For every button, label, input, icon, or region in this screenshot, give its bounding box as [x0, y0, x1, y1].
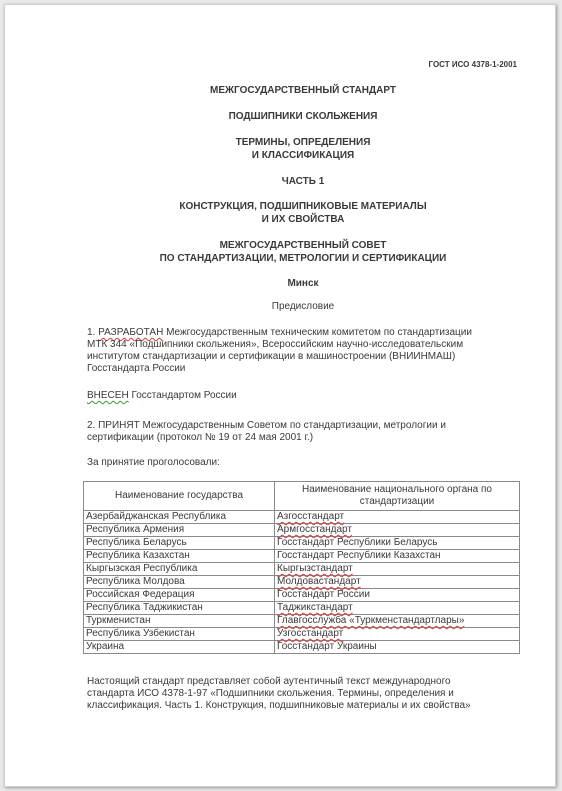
- body-cell: [275, 524, 520, 537]
- title-bearings: ПОДШИПНИКИ СКОЛЬЖЕНИЯ: [228, 111, 378, 122]
- preface-heading: Предисловие: [271, 301, 335, 312]
- title-council-line1: МЕЖГОСУДАРСТВЕННЫЙ СОВЕТ: [219, 240, 387, 251]
- closing-line1: Настоящий стандарт представляет собой аутентичный текст международного: [87, 676, 451, 687]
- body-cell: Госстандарт России: [275, 589, 520, 602]
- body-cell: Госстандарт Украины: [275, 641, 520, 654]
- body-cell: [275, 602, 520, 615]
- body-text: Кыргызстандарт: [277, 563, 353, 574]
- body-cell: [275, 511, 520, 524]
- table-row: [84, 589, 520, 602]
- preface-item-2-line2: сертификации (протокол № 19 от 24 мая 2001 г.): [87, 432, 314, 443]
- title-council-line2: ПО СТАНДАРТИЗАЦИИ, МЕТРОЛОГИИ И СЕРТИФИКАЦИИ: [159, 253, 447, 264]
- table-header-row: [84, 482, 520, 511]
- state-cell: Украина: [84, 641, 275, 654]
- preface-item-2-line1: 2. ПРИНЯТ Межгосударственным Советом по стандартизации, метрологии и: [87, 420, 446, 431]
- body-text: Таджикстандарт: [277, 602, 353, 613]
- table-row: [84, 576, 520, 589]
- state-cell: Туркменистан: [84, 615, 275, 628]
- table-row: [84, 615, 520, 628]
- closing-line3: классификация. Часть 1. Конструкция, подшипниковые материалы и их свойства»: [87, 700, 471, 711]
- title-terms-line1: ТЕРМИНЫ, ОПРЕДЕЛЕНИЯ: [235, 137, 371, 148]
- table-row: [84, 628, 520, 641]
- state-cell: Республика Беларусь: [84, 537, 275, 550]
- state-cell: Кыргызская Республика: [84, 563, 275, 576]
- table-row: [84, 602, 520, 615]
- body-text: Узгосстандарт: [277, 628, 344, 639]
- body-cell: [275, 615, 520, 628]
- state-cell: Республика Казахстан: [84, 550, 275, 563]
- body-text: Армгосстандарт: [277, 524, 352, 535]
- state-cell: Республика Молдова: [84, 576, 275, 589]
- table-row: [84, 550, 520, 563]
- preface-item-1: [87, 327, 527, 375]
- state-cell: Азербайджанская Республика: [84, 511, 275, 524]
- preface-introduced: [87, 390, 527, 402]
- table-row: [84, 537, 520, 550]
- document-code: ГОСТ ИСО 4378-1-2001: [428, 60, 517, 69]
- preface-item-1-line3: институтом стандартизации и сертификации в машиностроении (ВНИИНМАШ): [87, 351, 456, 362]
- table-row: [84, 524, 520, 537]
- preface-item-1-number: 1.: [87, 327, 96, 338]
- body-text: Азгосстандарт: [277, 511, 345, 522]
- state-cell: Республика Армения: [84, 524, 275, 537]
- preface-item-1-line2: МТК 344 «Подшипники скольжения», Всероссийским научно-исследовательским: [87, 339, 464, 350]
- body-cell: [275, 576, 520, 589]
- preface-introduced-text: Госстандартом России: [128, 390, 237, 401]
- preface-item-1-line4: Госстандарта России: [87, 363, 186, 374]
- document-page: [4, 4, 556, 787]
- body-text: Главгосслужба «Туркменстандартлары»: [277, 615, 465, 626]
- table-row: [84, 563, 520, 576]
- preface-item-2: [87, 420, 527, 444]
- state-cell: Республика Таджикистан: [84, 602, 275, 615]
- preface-item-1-text: Межгосударственным техническим комитетом по стандартизации: [163, 327, 472, 338]
- preface-keyword-introduced: ВНЕСЕН: [87, 390, 129, 401]
- title-part: ЧАСТЬ 1: [281, 176, 325, 187]
- states-table: [83, 481, 520, 654]
- body-cell: [275, 628, 520, 641]
- closing-paragraph: [87, 676, 537, 712]
- column-header-body: Наименование национального органа по стандартизации: [275, 482, 520, 511]
- body-text: Молдовастандарт: [277, 576, 361, 587]
- voted-label: За принятие проголосовали:: [87, 457, 220, 468]
- preface-keyword-developed: РАЗРАБОТАН: [98, 327, 164, 338]
- column-header-state: Наименование государства: [84, 482, 275, 511]
- title-construction-line1: КОНСТРУКЦИЯ, ПОДШИПНИКОВЫЕ МАТЕРИАЛЫ: [179, 201, 427, 212]
- body-cell: Госстандарт Республики Казахстан: [275, 550, 520, 563]
- state-cell: Республика Узбекистан: [84, 628, 275, 641]
- table-row: [84, 641, 520, 654]
- title-terms-line2: И КЛАССИФИКАЦИЯ: [251, 150, 355, 161]
- title-interstate-standard: МЕЖГОСУДАРСТВЕННЫЙ СТАНДАРТ: [210, 85, 396, 96]
- closing-line2: стандарта ИСО 4378-1-97 «Подшипники скольжения. Термины, определения и: [87, 688, 454, 699]
- body-cell: [275, 563, 520, 576]
- table-row: [84, 511, 520, 524]
- preface-item-1-line1: [87, 327, 527, 339]
- title-construction-line2: И ИХ СВОЙСТВА: [261, 214, 345, 225]
- body-cell: Госстандарт Республики Беларусь: [275, 537, 520, 550]
- title-city: Минск: [287, 278, 319, 289]
- state-cell: Российская Федерация: [84, 589, 275, 602]
